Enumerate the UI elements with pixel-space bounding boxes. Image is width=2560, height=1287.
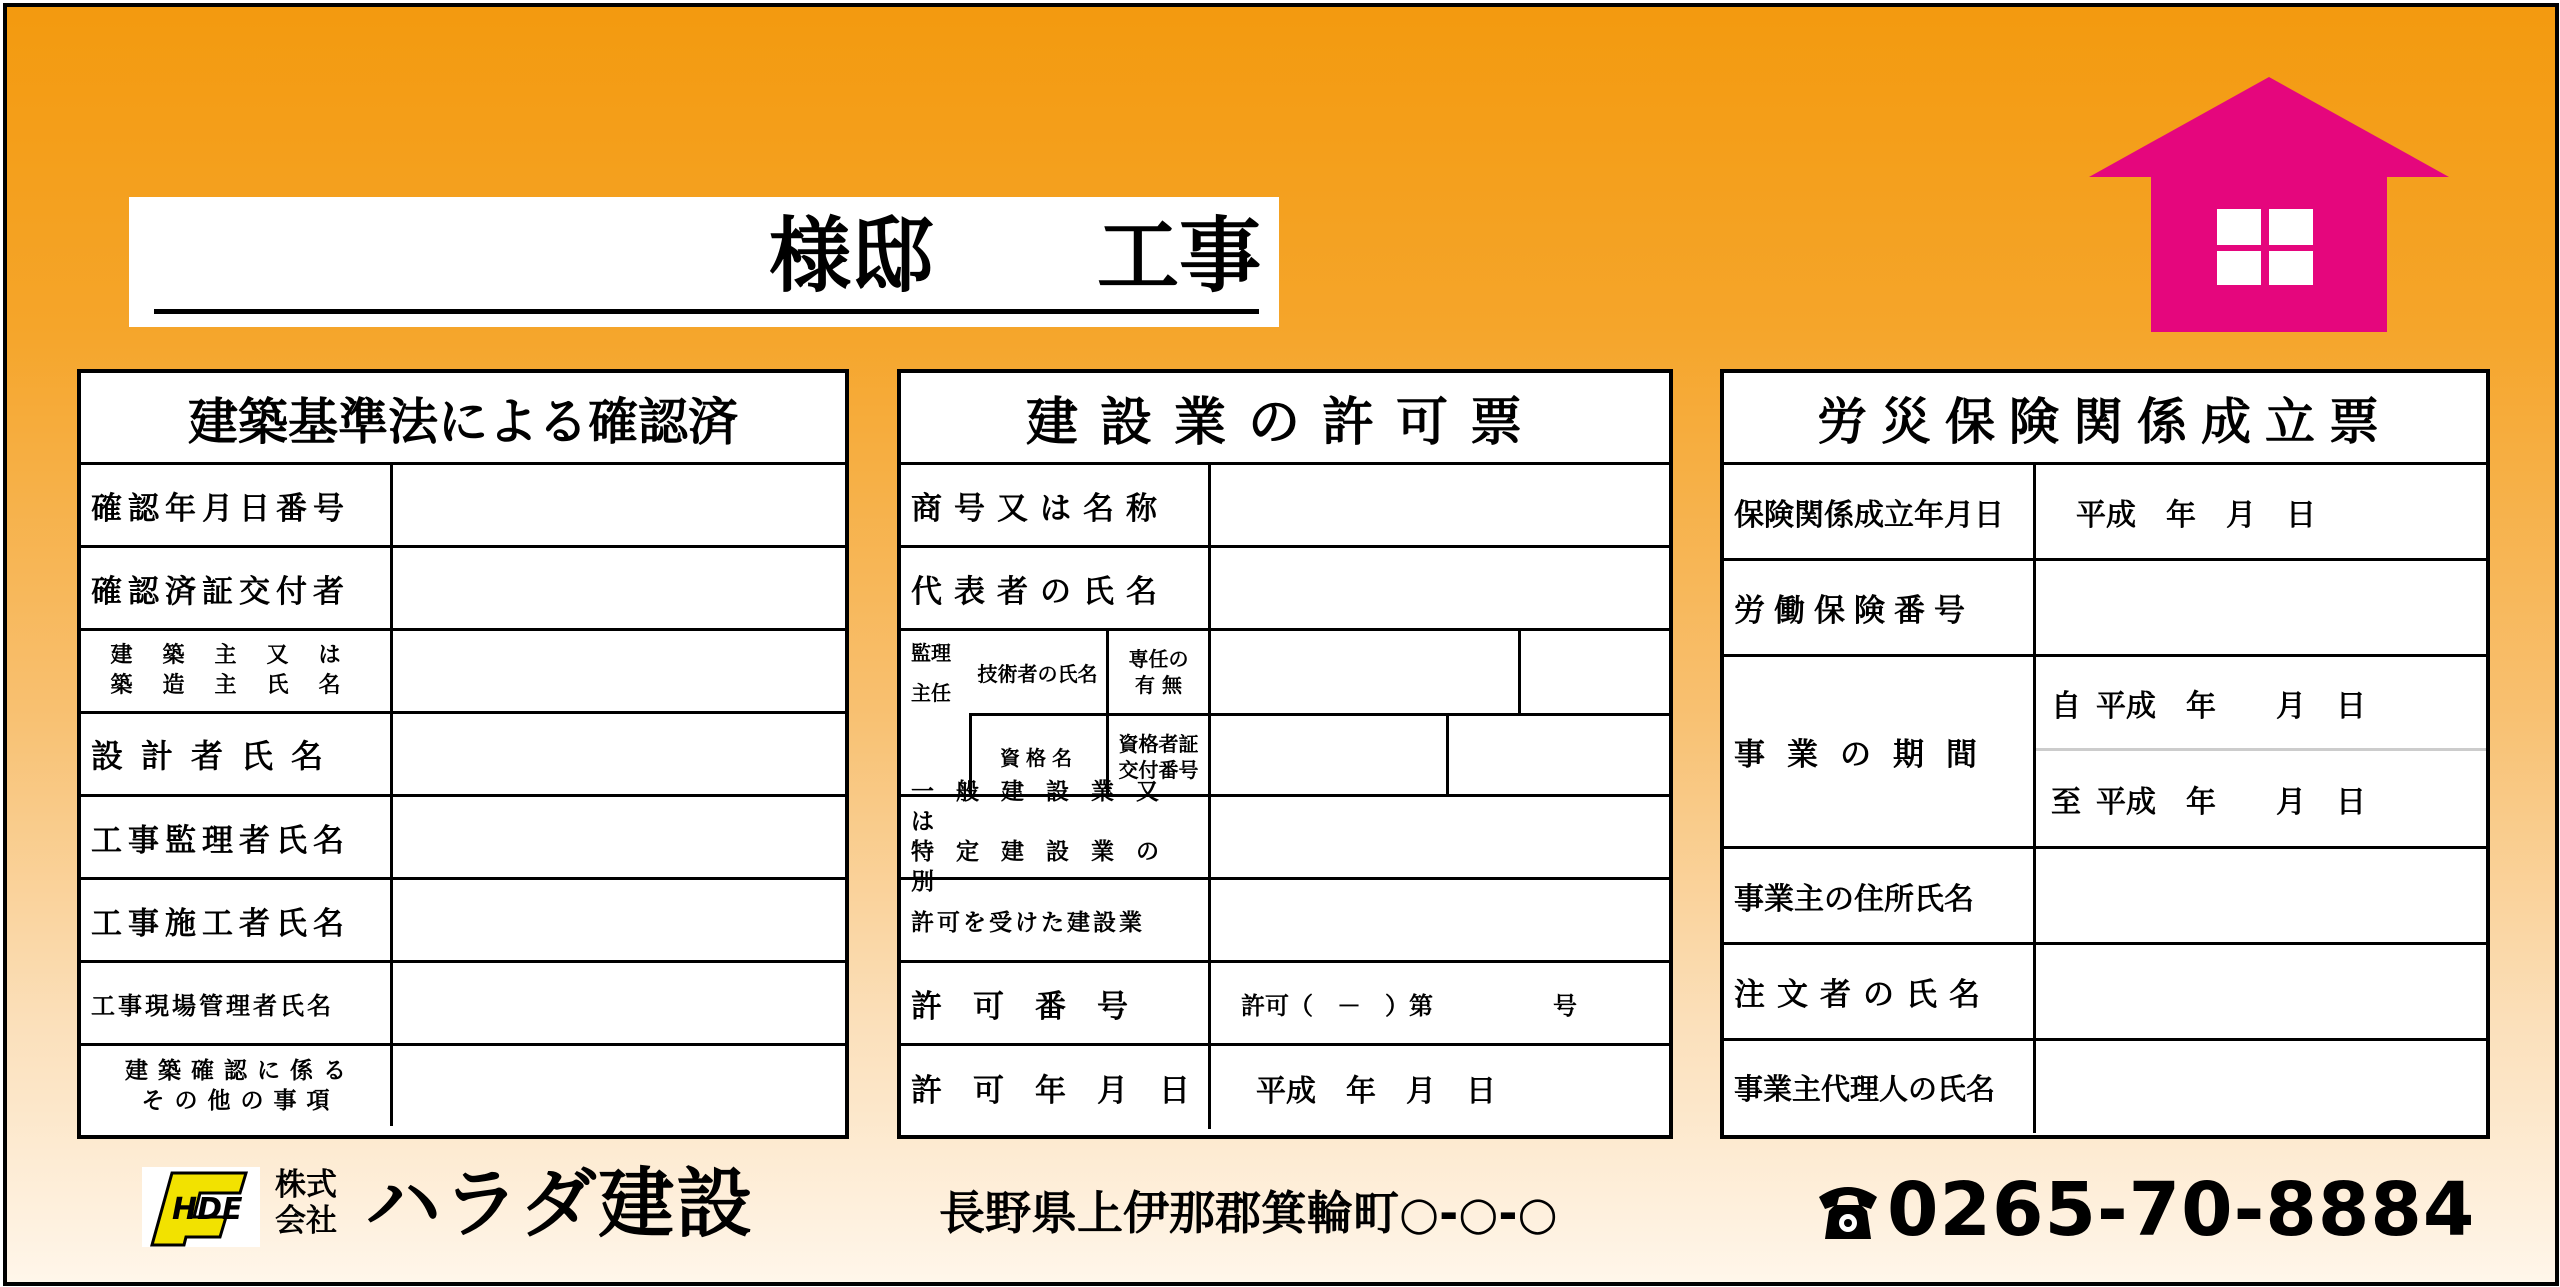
permit-date-value[interactable]: 平成 年 月 日	[1256, 1073, 1496, 1109]
construction-sign-board	[3, 3, 2559, 1286]
representative-label: 代表者の氏名	[901, 548, 1211, 628]
row-label: 建築確認に係る その他の事項	[81, 1046, 393, 1126]
qualification-label: 資格名	[969, 716, 1109, 797]
svg-text:HDE: HDE	[172, 1192, 243, 1227]
row-label: 確認済証交付者	[81, 548, 393, 628]
row-value-field[interactable]	[393, 548, 845, 628]
company-phone: 0265-70-8884	[1887, 1167, 2476, 1253]
building-confirmation-panel	[77, 369, 849, 1139]
table-row	[901, 465, 1669, 548]
table-row	[1724, 849, 2486, 945]
period-to-row	[2036, 751, 2486, 846]
certificate-number-label: 資格者証 交付番号	[1109, 716, 1211, 797]
established-date-value[interactable]: 平成 年 月 日	[2076, 497, 2316, 533]
client-name-label: 注文者の氏名	[1724, 945, 2036, 1038]
company-address: 長野県上伊那郡箕輪町○-○-○	[939, 1186, 1558, 1240]
qualification-field[interactable]	[1211, 716, 1449, 797]
table-row	[1724, 945, 2486, 1041]
table-row	[81, 880, 845, 963]
fulltime-label: 専任の 有 無	[1109, 631, 1211, 713]
row-value-field[interactable]	[393, 797, 845, 877]
company-type: 株式 会社	[275, 1167, 337, 1239]
house-icon	[2089, 77, 2449, 332]
representative-field[interactable]	[1211, 548, 1669, 628]
engineer-group-label: 監理 主任	[911, 641, 951, 705]
established-date-label: 保険関係成立年月日	[1724, 465, 2036, 558]
row-label: 工事監理者氏名	[81, 797, 393, 877]
fulltime-field[interactable]	[1521, 631, 1669, 713]
table-row	[1724, 1041, 2486, 1133]
period-to-value[interactable]: 平成 年 月 日	[2096, 784, 2366, 820]
company-name: ハラダ建設	[365, 1159, 755, 1248]
table-row	[81, 1046, 845, 1126]
engineer-name-label: 技術者の氏名	[969, 631, 1109, 713]
table-row	[81, 797, 845, 880]
panel-title: 建築基準法による確認済	[81, 373, 845, 465]
permit-date-label: 許 可 年 月 日	[901, 1046, 1211, 1129]
construction-permit-panel	[897, 369, 1673, 1139]
row-value-field[interactable]	[393, 880, 845, 960]
license-type-field[interactable]	[1211, 797, 1669, 877]
row-label: 工事施工者氏名	[81, 880, 393, 960]
permit-number-label: 許 可 番 号	[901, 963, 1211, 1043]
project-title: 様邸 工事	[769, 209, 1262, 304]
licensed-industry-field[interactable]	[1211, 880, 1669, 960]
project-title-box	[129, 197, 1279, 327]
panel-title: 建設業の許可票	[901, 373, 1669, 465]
row-label: 確認年月日番号	[81, 465, 393, 545]
panel-title: 労災保険関係成立票	[1724, 373, 2486, 465]
license-type-label: 一般建設業又は 特定建設業の別	[901, 797, 1211, 877]
period-from-label: 自	[2051, 688, 2081, 724]
certificate-number-field[interactable]	[1449, 716, 1669, 797]
owner-agent-label: 事業主代理人の氏名	[1724, 1041, 2036, 1133]
project-title-underline	[154, 309, 1259, 314]
table-row	[81, 714, 845, 797]
table-row	[81, 631, 845, 714]
period-to-label: 至	[2051, 784, 2081, 820]
row-label: 工事現場管理者氏名	[81, 963, 393, 1043]
table-row	[1724, 657, 2486, 849]
table-row	[81, 465, 845, 548]
table-row	[1724, 465, 2486, 561]
table-row	[901, 1046, 1669, 1129]
company-name-field[interactable]	[1211, 465, 1669, 545]
client-name-field[interactable]	[2036, 945, 2486, 1038]
table-row	[1724, 561, 2486, 657]
period-from-value[interactable]: 平成 年 月 日	[2096, 688, 2366, 724]
company-logo	[142, 1167, 260, 1247]
business-period-label: 事業の期間	[1724, 657, 2036, 846]
workers-comp-panel	[1720, 369, 2490, 1139]
owner-address-label: 事業主の住所氏名	[1724, 849, 2036, 942]
labor-insurance-number-field[interactable]	[2036, 561, 2486, 654]
row-value-field[interactable]	[393, 1046, 845, 1126]
permit-number-value[interactable]: 許可（ － ）第 号	[1241, 991, 1577, 1020]
row-value-field[interactable]	[393, 714, 845, 794]
engineer-row	[901, 631, 1669, 797]
company-name-label: 商号又は名称	[901, 465, 1211, 545]
labor-insurance-number-label: 労働保険番号	[1724, 561, 2036, 654]
owner-address-field[interactable]	[2036, 849, 2486, 942]
table-row	[81, 963, 845, 1046]
row-label: 建築主又は 築造主氏名	[81, 631, 393, 711]
table-row	[901, 548, 1669, 631]
phone-icon	[1813, 1175, 1883, 1245]
table-row	[901, 779, 1669, 895]
table-row	[901, 880, 1669, 963]
row-label: 設計者氏名	[81, 714, 393, 794]
table-row	[81, 548, 845, 631]
row-value-field[interactable]	[393, 963, 845, 1043]
licensed-industry-label: 許可を受けた建設業	[901, 880, 1211, 960]
engineer-name-field[interactable]	[1211, 631, 1521, 713]
row-value-field[interactable]	[393, 631, 845, 711]
table-row	[901, 963, 1669, 1046]
period-from-row	[2036, 657, 2486, 751]
row-value-field[interactable]	[393, 465, 845, 545]
owner-agent-field[interactable]	[2036, 1041, 2486, 1133]
